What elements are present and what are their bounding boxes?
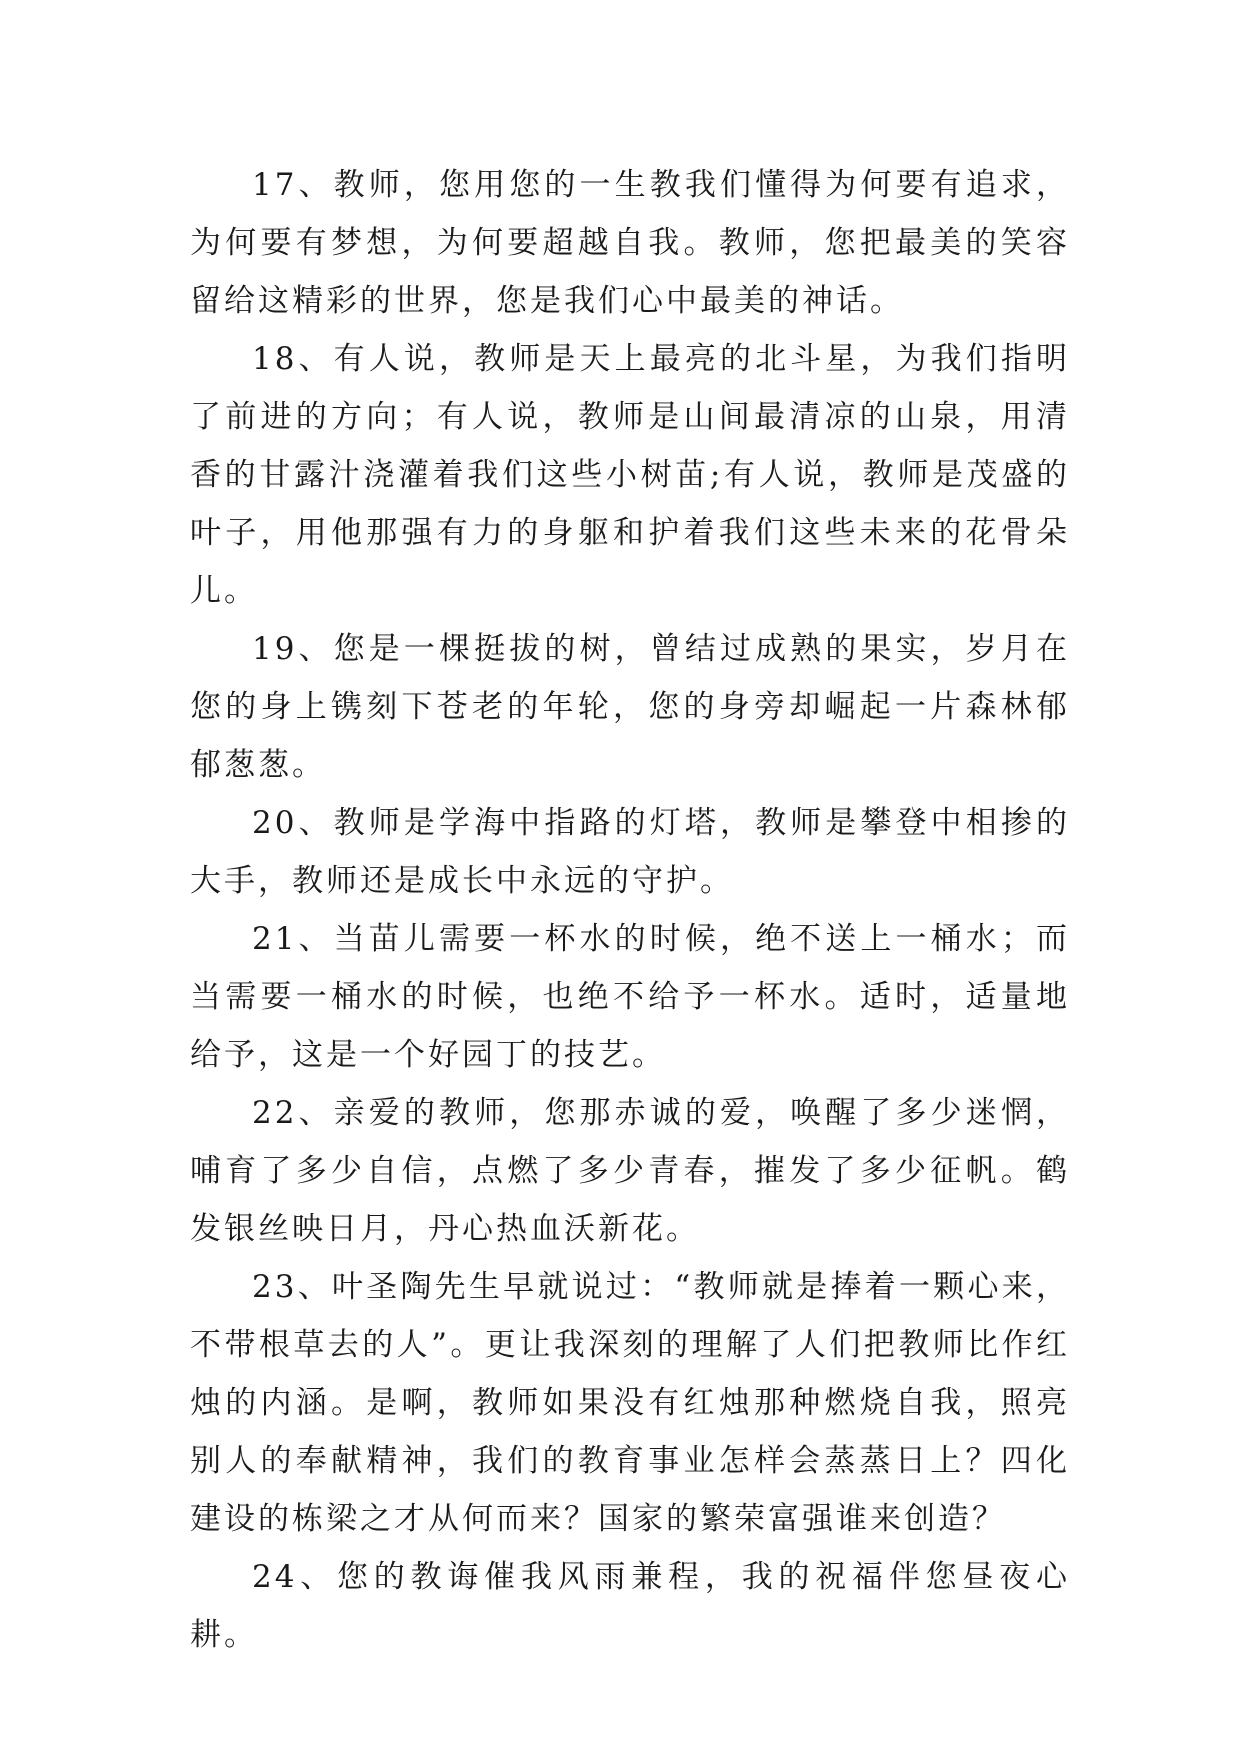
document-body	[190, 156, 1070, 1664]
paragraph-19: 19、您是一棵挺拔的树，曾结过成熟的果实，岁月在您的身上镌刻下苍老的年轮，您的身旁却崛起一片森林郁郁葱葱。	[190, 631, 1070, 783]
paragraph-20: 20、教师是学海中指路的灯塔，教师是攀登中相掺的大手，教师还是成长中永远的守护。	[190, 805, 1070, 899]
paragraph-23: 23、叶圣陶先生早就说过：“教师就是捧着一颗心来，不带根草去的人”。更让我深刻的理解了人们把教师比作红烛的内涵。是啊，教师如果没有红烛那种燃烧自我，照亮别人的奉献精神，我们的教育事业怎样会蒸蒸日上？四化建设的栋梁之才从何而来？国家的繁荣富强谁来创造？	[190, 1269, 1070, 1537]
paragraph-24: 24、您的教诲催我风雨兼程，我的祝福伴您昼夜心耕。	[190, 1559, 1070, 1653]
paragraph-18: 18、有人说，教师是天上最亮的北斗星，为我们指明了前进的方向；有人说，教师是山间最清凉的山泉，用清香的甘露汁浇灌着我们这些小树苗;有人说，教师是茂盛的叶子，用他那强有力的身躯和护着我们这些未来的花骨朵儿。	[190, 341, 1070, 609]
paragraph-21: 21、当苗儿需要一杯水的时候，绝不送上一桶水；而当需要一桶水的时候，也绝不给予一杯水。适时，适量地给予，这是一个好园丁的技艺。	[190, 921, 1070, 1073]
paragraph-17: 17、教师，您用您的一生教我们懂得为何要有追求，为何要有梦想，为何要超越自我。教师，您把最美的笑容留给这精彩的世界，您是我们心中最美的神话。	[190, 167, 1070, 319]
paragraph-22: 22、亲爱的教师，您那赤诚的爱，唤醒了多少迷惘，哺育了多少自信，点燃了多少青春，摧发了多少征帆。鹤发银丝映日月，丹心热血沃新花。	[190, 1095, 1070, 1247]
